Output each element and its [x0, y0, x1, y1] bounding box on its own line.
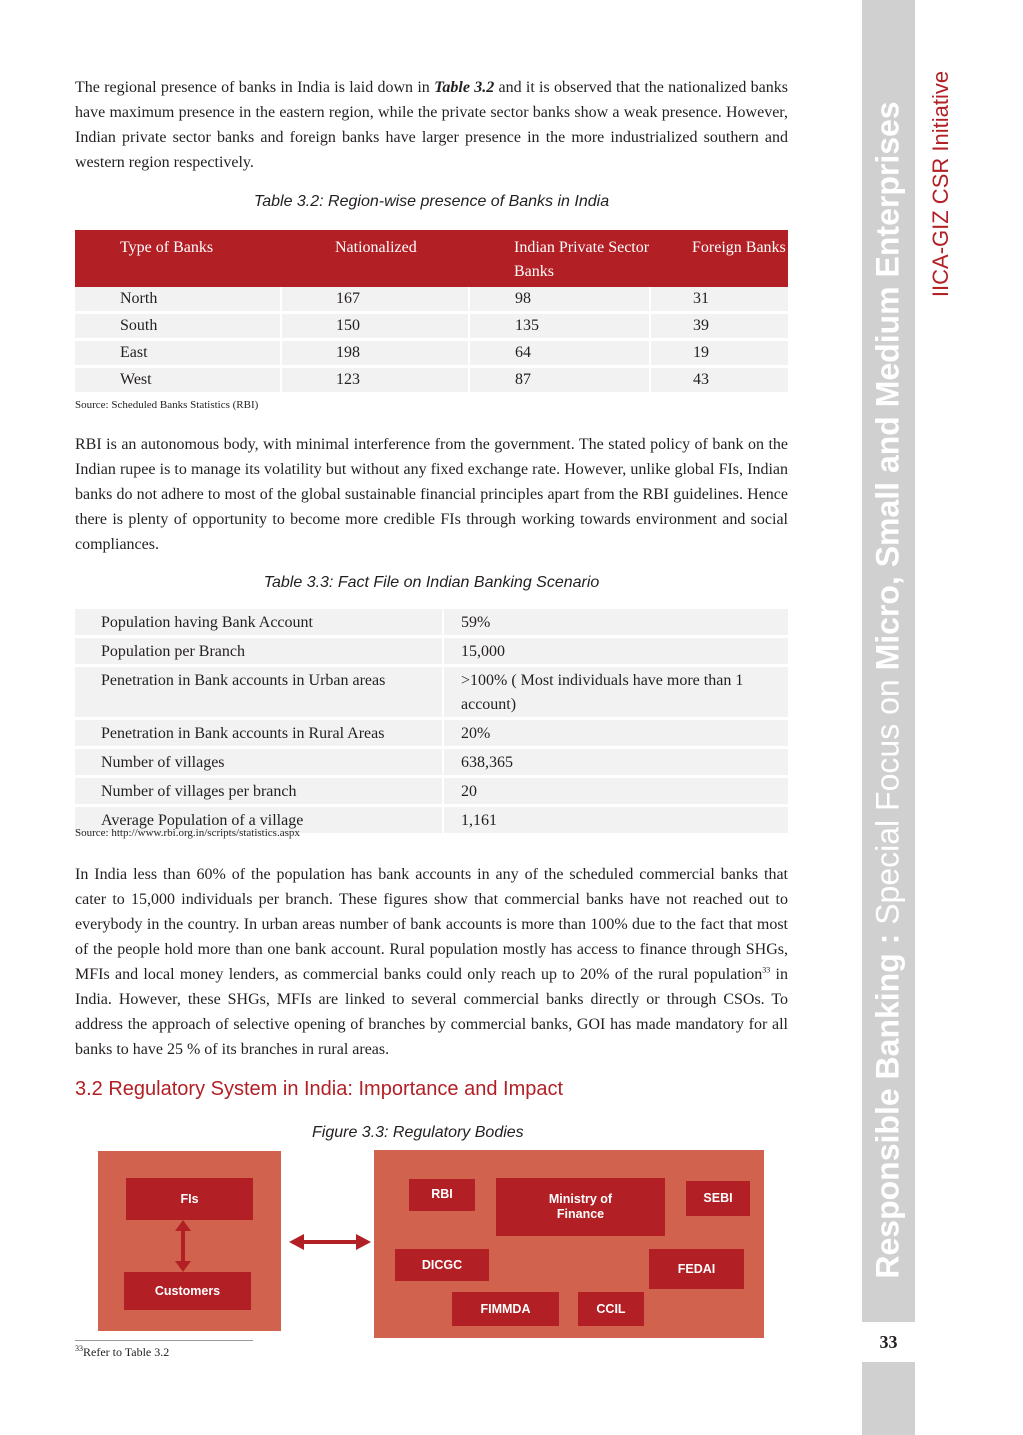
table-cell: West [75, 367, 281, 394]
table-cell: 20 [443, 777, 788, 806]
table-cell: 20% [443, 719, 788, 748]
figure-caption: Figure 3.3: Regulatory Bodies [312, 1124, 524, 1141]
table-cell: North [75, 287, 281, 313]
table-3-2-source: Source: Scheduled Banks Statistics (RBI) [75, 399, 259, 411]
table-3-3 [75, 609, 788, 836]
horizontal-double-arrow [289, 1232, 371, 1252]
table-cell: 638,365 [443, 748, 788, 777]
table-cell: South [75, 313, 281, 340]
table-row [75, 719, 788, 748]
table-cell: Penetration in Bank accounts in Urban areas [75, 666, 443, 719]
header-indian-private: Indian Private Sector Banks [469, 230, 650, 287]
table-3-2 [75, 230, 788, 395]
fis-box: FIs [126, 1178, 253, 1220]
rbi-paragraph: RBI is an autonomous body, with minimal interference from the government. The stated policy of bank on the Indian rupee is to manage its volatility but without any fixed exchange rate. However, unlike global FIs, Indian banks do not adhere to most of the global sustainable financial principles apart from the RBI guidelines. Hence there is plenty of opportunity to become more credible FIs through working towards environment and social compliances. [75, 436, 788, 553]
table-cell: 98 [469, 287, 650, 313]
table-cell: >100% ( Most individuals have more than 1 account) [443, 666, 788, 719]
table-cell: Number of villages [75, 748, 443, 777]
table-cell: Average Population of a village [75, 806, 443, 835]
table-row [75, 340, 788, 367]
table-reference: Table 3.2 [434, 79, 495, 96]
table-cell: 59% [443, 609, 788, 637]
table-cell: 87 [469, 367, 650, 394]
table-cell: 39 [650, 313, 788, 340]
table-cell: Population per Branch [75, 637, 443, 666]
header-foreign: Foreign Banks [650, 230, 788, 287]
ministry-of-finance-box: Ministry of Finance [496, 1178, 665, 1236]
table-row [75, 313, 788, 340]
intro-paragraph: The regional presence of banks in India is laid down in Table 3.2 and it is observed that the nationalized banks have maximum presence in the eastern region, while the private sector banks show a weak presence. However, Indian private sector banks and foreign banks have larger presence in the more industrialized southern and western region respectively. [75, 79, 788, 171]
footnote: $^{33}$Refer to Table 3.2 [75, 1344, 170, 1359]
table-cell: 150 [281, 313, 469, 340]
table-cell: 198 [281, 340, 469, 367]
table-3-3-source: Source: http://www.rbi.org.in/scripts/statistics.aspx [75, 827, 300, 839]
rbi-box: RBI [409, 1179, 475, 1211]
table-cell: 135 [469, 313, 650, 340]
table-cell: 31 [650, 287, 788, 313]
vertical-double-arrow [174, 1220, 192, 1272]
table-cell: 19 [650, 340, 788, 367]
access-paragraph: In India less than 60% of the population has bank accounts in any of the scheduled commercial banks that cater to 15,000 individuals per branch. These figures show that commercial banks have not reached out to everybody in the country. In urban areas number of bank accounts is more than 100% due to the fact that most of the people hold more than one bank account. Rural population mostly has access to finance through SHGs, MFIs and local money lenders, as commercial banks could only reach up to 20% of the rural population$^{33}$ in India. However, these SHGs, MFIs are linked to several commercial banks directly or through CSOs. To address the approach of selective opening of branches by commercial banks, GOI has made mandatory for all banks to have 25 % of its branches in rural areas. [75, 866, 788, 1058]
table-row [75, 609, 788, 637]
header-type-of-banks: Type of Banks [75, 230, 281, 287]
table-cell: 167 [281, 287, 469, 313]
table-cell: 64 [469, 340, 650, 367]
sebi-box: SEBI [686, 1181, 750, 1216]
table-cell: 15,000 [443, 637, 788, 666]
dicgc-box: DICGC [395, 1249, 489, 1281]
table-cell: 43 [650, 367, 788, 394]
customers-box: Customers [124, 1272, 251, 1310]
table-row [75, 287, 788, 313]
table-3-2-caption: Table 3.2: Region-wise presence of Banks in India [253, 193, 610, 210]
table-row [75, 748, 788, 777]
table-cell: Number of villages per branch [75, 777, 443, 806]
section-heading: 3.2 Regulatory System in India: Importance and Impact [75, 1078, 564, 1100]
table-row [75, 666, 788, 719]
table-cell: Penetration in Bank accounts in Rural Areas [75, 719, 443, 748]
page-number: 33 [862, 1322, 915, 1362]
table-header-row [75, 230, 788, 287]
footnote-divider [75, 1340, 253, 1341]
header-nationalized: Nationalized [281, 230, 469, 287]
table-3-3-caption: Table 3.3: Fact File on Indian Banking Scenario [263, 574, 600, 591]
table-row [75, 777, 788, 806]
side-title: Responsible Banking : Special Focus on Micro, Small and Medium Enterprises [869, 101, 906, 1279]
table-row [75, 367, 788, 394]
fimmda-box: FIMMDA [452, 1292, 559, 1326]
table-cell: 1,161 [443, 806, 788, 835]
initiative-label: IICA-GIZ CSR Initiative [928, 70, 953, 298]
footnote-marker: 33 [762, 965, 771, 975]
table-cell: Population having Bank Account [75, 609, 443, 637]
table-cell: 123 [281, 367, 469, 394]
fedai-box: FEDAI [649, 1249, 744, 1289]
ccil-box: CCIL [578, 1292, 644, 1326]
table-cell: East [75, 340, 281, 367]
table-row [75, 637, 788, 666]
